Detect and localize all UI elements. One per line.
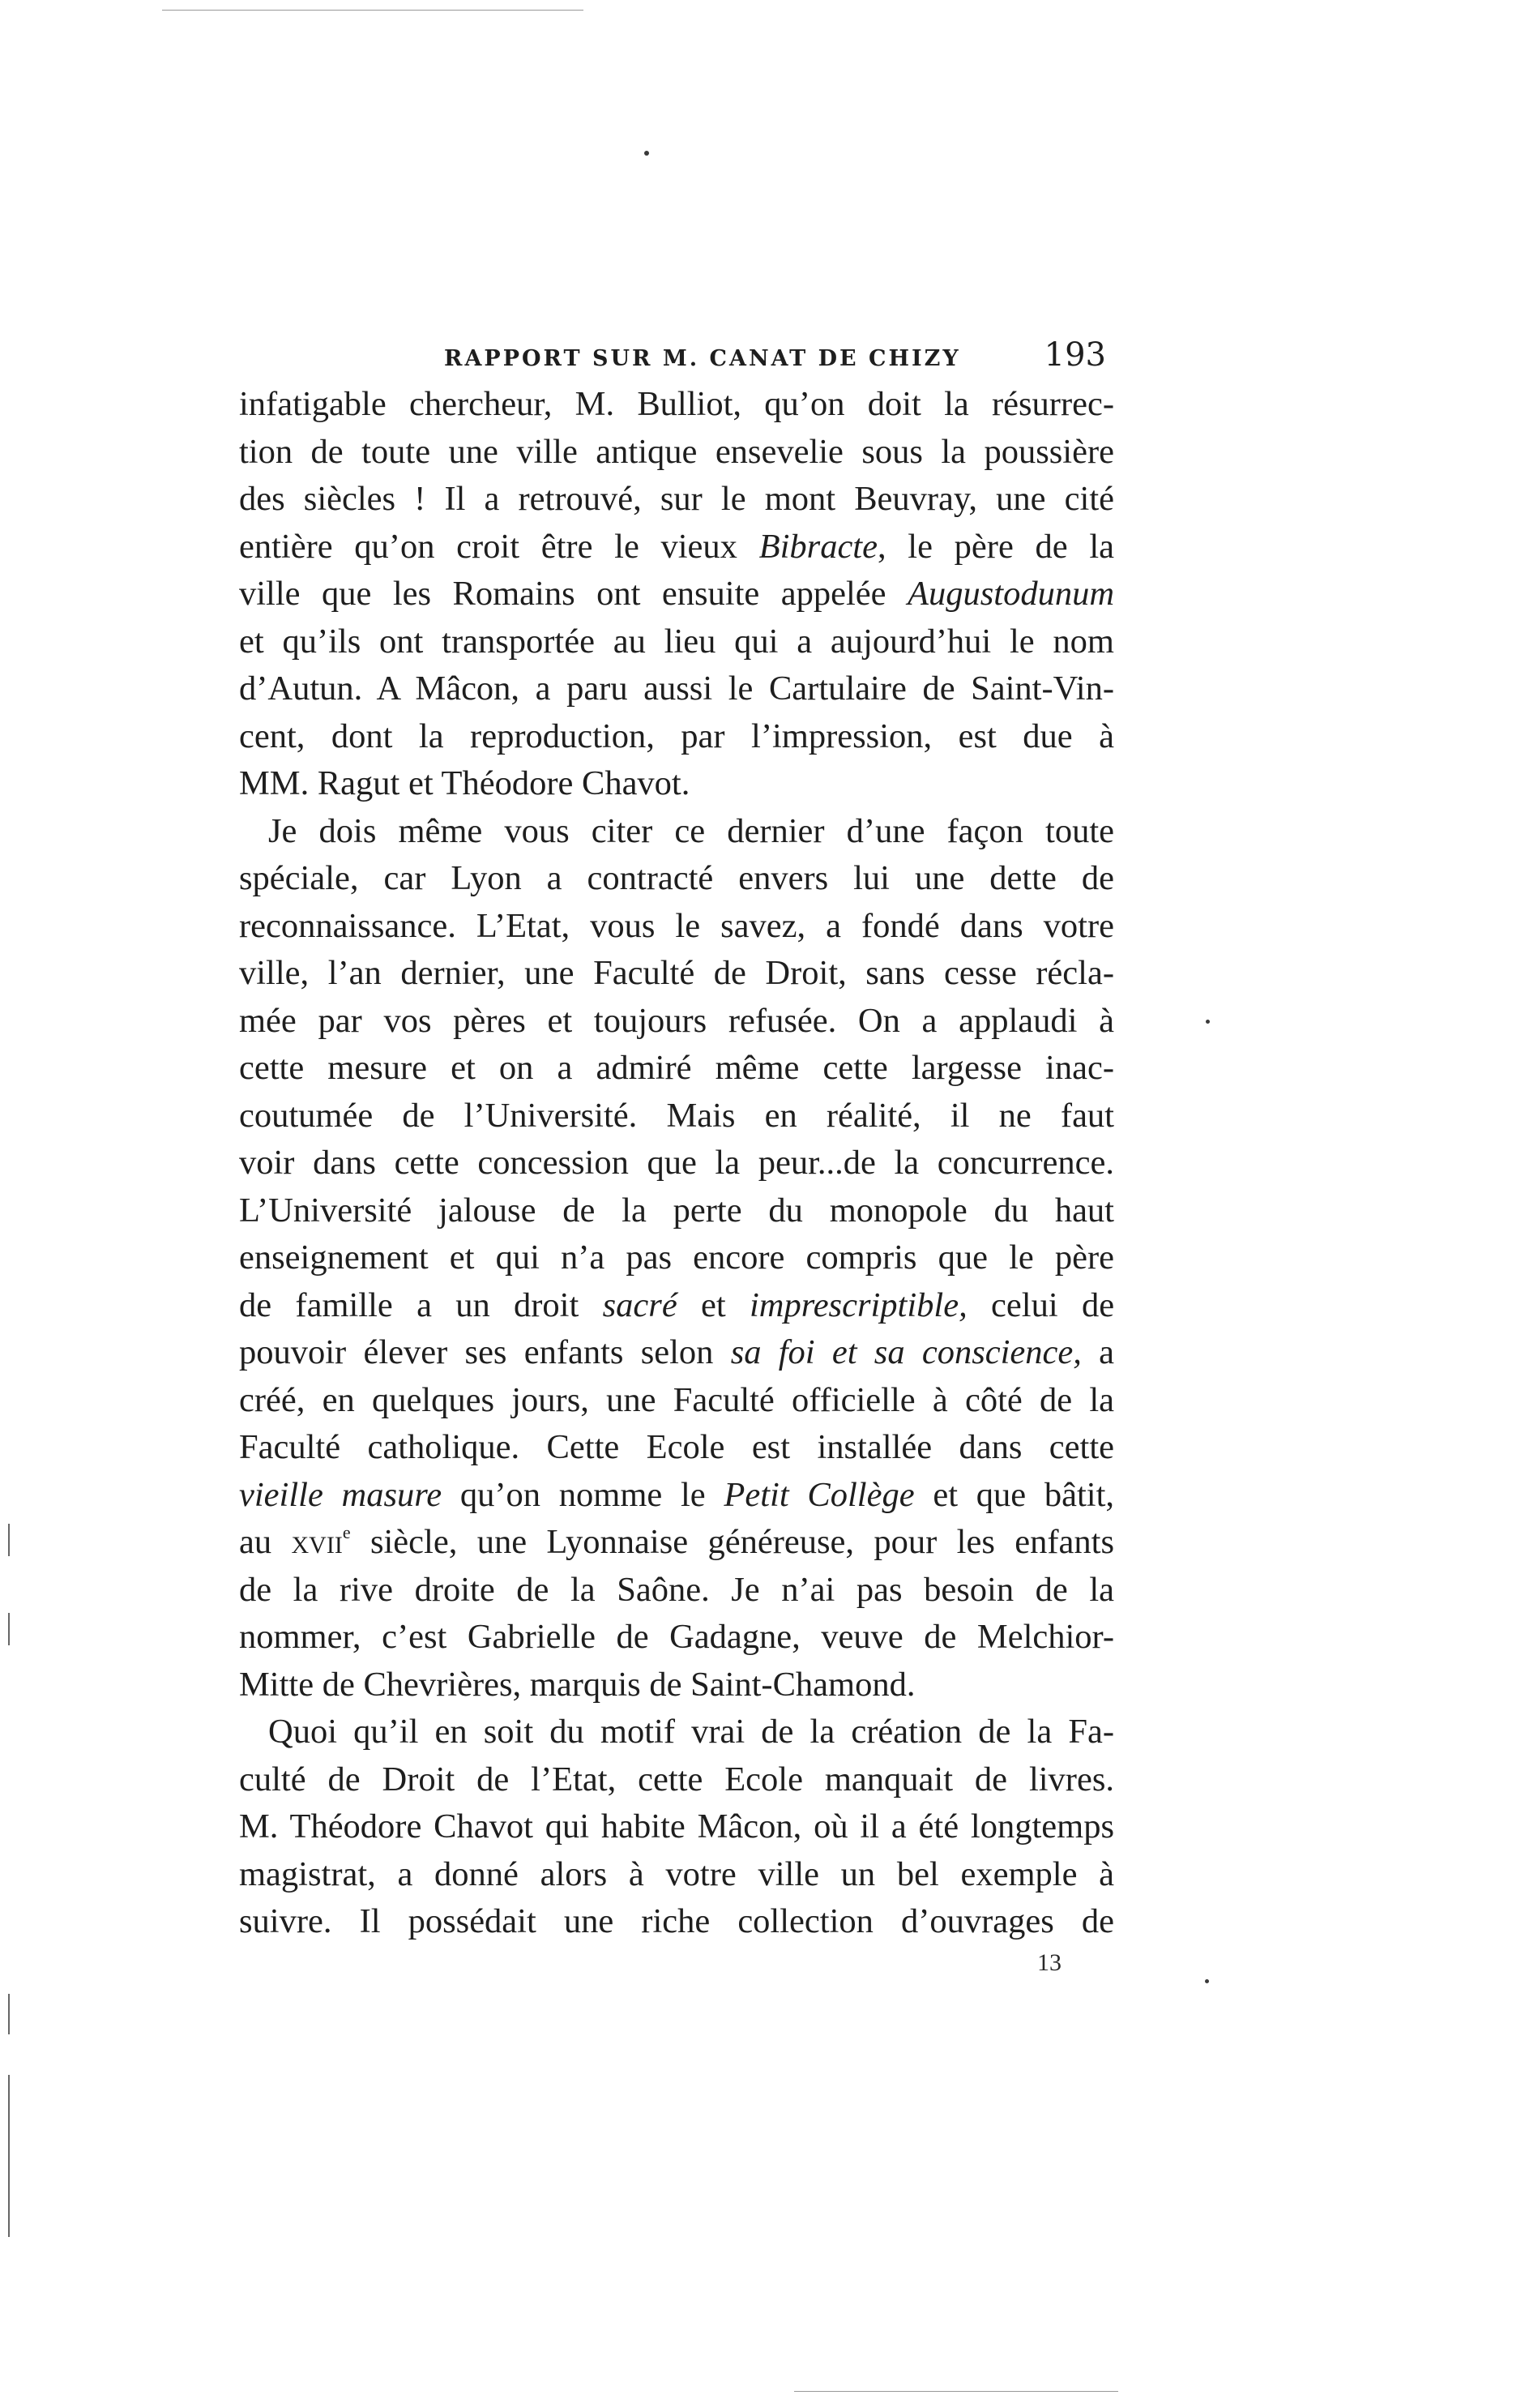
italic-bibracte: Bibracte xyxy=(758,527,878,566)
text-fragment: pouvoir élever ses enfants selon xyxy=(239,1333,714,1371)
text-line: cette mesure et on a admiré même cette largesse inac- xyxy=(239,1049,1114,1087)
text-line: reconnaissance. L’Etat, vous le savez, a fondé dans votre xyxy=(239,906,1114,945)
running-title: RAPPORT SUR M. CANAT DE CHIZY xyxy=(444,346,961,371)
text-line: M. Théodore Chavot qui habite Mâcon, où il a été longtemps xyxy=(239,1807,1114,1846)
italic-augustodunum: Augustodunum xyxy=(908,575,1115,613)
text-fragment: qu’on nomme le xyxy=(459,1475,706,1514)
margin-mark xyxy=(8,1613,10,1645)
text-line xyxy=(239,1329,1114,1377)
page-number: 193 xyxy=(1044,336,1106,374)
text-line: magistrat, a donné alors à votre ville un bel exemple à xyxy=(239,1854,1114,1893)
top-edge-rule xyxy=(162,10,583,11)
italic-vieille-masure: vieille masure xyxy=(239,1475,442,1514)
text-line: Je dois même vous citer ce dernier d’une façon toute xyxy=(268,811,1114,850)
margin-mark xyxy=(8,2075,10,2237)
text-line: suivre. Il possédait une riche collection d’ouvrages de xyxy=(239,1902,1114,1940)
text-line xyxy=(239,1472,1114,1520)
text-fragment: entière qu’on croit être le vieux xyxy=(239,527,737,566)
text-line: et qu’ils ont transportée au lieu qui a aujourd’hui le nom xyxy=(239,622,1114,661)
text-line: spéciale, car Lyon a contracté envers lui une dette de xyxy=(239,859,1114,897)
italic-sacre: sacré xyxy=(602,1285,677,1324)
text-line xyxy=(239,524,1114,571)
superscript: e xyxy=(342,1522,351,1542)
text-line: ville, l’an dernier, une Faculté de Droit, sans cesse récla- xyxy=(239,954,1114,992)
text-line xyxy=(239,1519,1114,1567)
signature-mark: 13 xyxy=(1037,1949,1062,1976)
margin-mark xyxy=(8,1994,10,2034)
text-line xyxy=(239,1282,1114,1330)
small-caps-century: xvii xyxy=(291,1523,343,1561)
margin-mark xyxy=(8,1524,10,1556)
text-line: MM. Ragut et Théodore Chavot. xyxy=(239,764,690,802)
ink-speck xyxy=(644,151,649,156)
text-line: mée par vos pères et toujours refusée. On a applaudi à xyxy=(239,1001,1114,1040)
text-line: Faculté catholique. Cette Ecole est installée dans cette xyxy=(239,1428,1114,1466)
text-line: Mitte de Chevrières, marquis de Saint-Chamond. xyxy=(239,1665,916,1704)
text-line: nommer, c’est Gabrielle de Gadagne, veuve de Melchior- xyxy=(239,1618,1114,1656)
text-fragment: siècle, une Lyonnaise généreuse, pour les enfants xyxy=(370,1523,1114,1561)
italic-sa-foi: sa foi et sa conscience, xyxy=(730,1333,1082,1371)
text-line: Quoi qu’il en soit du motif vrai de la création de la Fa- xyxy=(268,1713,1114,1751)
ink-speck xyxy=(1205,1979,1209,1983)
text-fragment: , le père de la xyxy=(877,527,1114,566)
body-text xyxy=(239,381,1114,1946)
text-line: culté de Droit de l’Etat, cette Ecole manquait de livres. xyxy=(239,1760,1114,1799)
text-line: des siècles ! Il a retrouvé, sur le mont Beuvray, une cité xyxy=(239,480,1114,518)
text-line: d’Autun. A Mâcon, a paru aussi le Cartulaire de Saint-Vin- xyxy=(239,669,1114,708)
text-fragment: celui de xyxy=(991,1285,1115,1324)
text-line: coutumée de l’Université. Mais en réalité, il ne faut xyxy=(239,1096,1114,1135)
text-line: infatigable chercheur, M. Bulliot, qu’on doit la résurrec- xyxy=(239,385,1114,423)
text-line: L’Université jalouse de la perte du monopole du haut xyxy=(239,1191,1114,1230)
text-line xyxy=(239,571,1114,618)
text-line: voir dans cette concession que la peur...de la concurrence. xyxy=(239,1144,1114,1182)
text-fragment: a xyxy=(1099,1333,1115,1371)
text-fragment: ville que les Romains ont ensuite appelée xyxy=(239,575,886,613)
bottom-edge-rule xyxy=(794,2391,1118,2392)
text-fragment: au xyxy=(239,1523,272,1561)
text-fragment: et xyxy=(701,1285,726,1324)
italic-imprescriptible: imprescriptible, xyxy=(749,1285,968,1324)
ink-speck xyxy=(1206,1020,1210,1024)
running-head xyxy=(243,336,1114,385)
italic-petit-college: Petit Collège xyxy=(724,1475,915,1514)
text-line: tion de toute une ville antique ensevelie sous la poussière xyxy=(239,432,1114,471)
text-line: créé, en quelques jours, une Faculté officielle à côté de la xyxy=(239,1380,1114,1419)
text-line: cent, dont la reproduction, par l’impression, est due à xyxy=(239,716,1114,755)
text-fragment: et que bâtit, xyxy=(933,1475,1115,1514)
text-line: enseignement et qui n’a pas encore compris que le père xyxy=(239,1238,1114,1277)
text-fragment: de famille a un droit xyxy=(239,1285,579,1324)
text-line: de la rive droite de la Saône. Je n’ai pas besoin de la xyxy=(239,1570,1114,1609)
